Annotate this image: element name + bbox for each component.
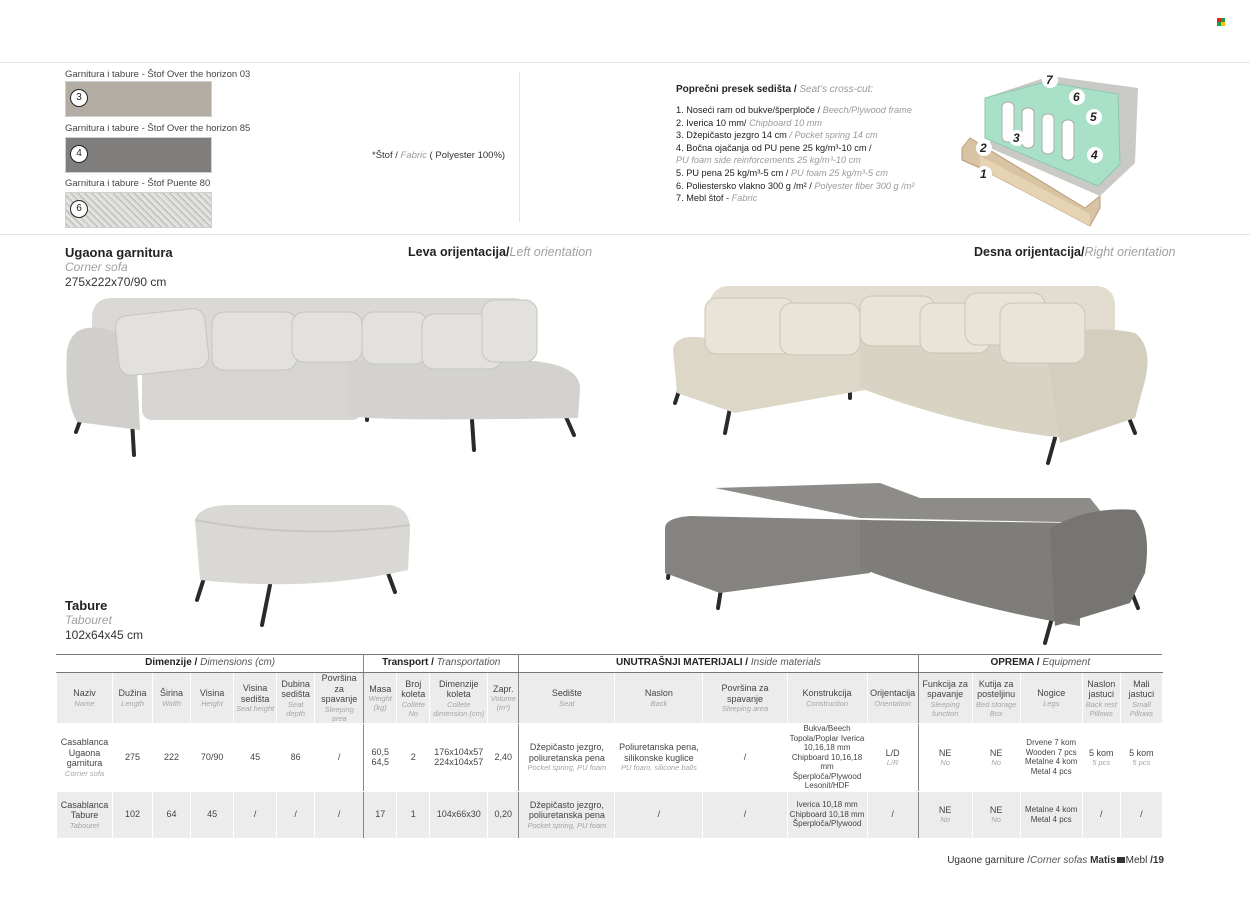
marker-1: 1 bbox=[980, 167, 987, 181]
fabric-swatch-3 bbox=[65, 192, 212, 228]
table-cell: Džepičasto jezgro, poliuretanska pena Pocket spring, PU foam bbox=[519, 724, 615, 792]
table-cell: 102 bbox=[113, 791, 153, 838]
col-header: Visina sedišta Seat height bbox=[234, 673, 277, 724]
table-cell: / bbox=[315, 791, 364, 838]
tabouret-title: Tabure bbox=[65, 598, 108, 613]
table-cell: 1 bbox=[397, 791, 430, 838]
col-header: Zapr. Volume (m³) bbox=[488, 673, 519, 724]
tabouret-image bbox=[190, 500, 420, 630]
table-cell: 45 bbox=[191, 791, 234, 838]
left-orientation-label: Leva orijentacija/Left orientation bbox=[408, 245, 593, 259]
cross-section-item: 4. Bočna ojačanja od PU pene 25 kg/m³-10 cm / bbox=[676, 142, 872, 153]
cross-section-item: PU foam side reinforcements 25 kg/m³-10 cm bbox=[676, 155, 861, 166]
col-header: Širina Width bbox=[153, 673, 191, 724]
col-header: Površina za spavanje Sleeping area bbox=[315, 673, 364, 724]
table-cell: / bbox=[867, 791, 918, 838]
table-cell: 5 kom 5 pcs bbox=[1120, 724, 1162, 792]
marker-3: 3 bbox=[1013, 131, 1020, 145]
fabric-swatch-1 bbox=[65, 81, 212, 117]
swatch-number: 4 bbox=[70, 145, 88, 163]
corner-sofa-right-image bbox=[665, 278, 1155, 470]
col-header: Dužina Length bbox=[113, 673, 153, 724]
col-header: Funkcija za spavanje Sleeping function bbox=[918, 673, 972, 724]
col-header: Mali jastuci Small Pillows bbox=[1120, 673, 1162, 724]
marker-5: 5 bbox=[1090, 110, 1097, 124]
col-header: Nogice Legs bbox=[1020, 673, 1082, 724]
group-dimensions: Dimenzije / Dimensions (cm) bbox=[57, 655, 364, 673]
table-cell: Bukva/Beech Topola/Poplar Iverica 10,16,18 mm Chipboard 10,16,18 mm Šperploča/Plywood Lesonit/HDF bbox=[787, 724, 867, 792]
table-cell: Casablanca Tabure Tabouret bbox=[57, 791, 113, 838]
table-cell: Poliuretanska pena, silikonske kuglice PU foam, silicone balls bbox=[615, 724, 703, 792]
col-header: Visina Height bbox=[191, 673, 234, 724]
table-cell: 275 bbox=[113, 724, 153, 792]
cross-section-item: 5. PU pena 25 kg/m³-5 cm / PU foam 25 kg/m³-5 cm bbox=[676, 167, 888, 178]
corner-sofa-dimensions: 275x222x70/90 cm bbox=[65, 275, 167, 289]
specification-table bbox=[56, 654, 1163, 839]
brand-logo-icon bbox=[1217, 18, 1225, 26]
table-cell: NE No bbox=[972, 724, 1020, 792]
table-cell: / bbox=[315, 724, 364, 792]
table-cell: Drvene 7 kom Wooden 7 pcs Metalne 4 kom Metal 4 pcs bbox=[1020, 724, 1082, 792]
table-cell: 176x104x57 224x104x57 bbox=[430, 724, 488, 792]
table-header-row bbox=[57, 673, 1163, 724]
col-header: Naziv Name bbox=[57, 673, 113, 724]
table-cell: 86 bbox=[277, 724, 315, 792]
group-equipment: OPREMA / Equipment bbox=[918, 655, 1162, 673]
col-header: Dimenzije koleta Collete dimension (cm) bbox=[430, 673, 488, 724]
table-cell: Casablanca Ugaona garnitura Corner sofa bbox=[57, 724, 113, 792]
table-cell: 2 bbox=[397, 724, 430, 792]
cross-section-item: 3. Džepičasto jezgro 14 cm / Pocket spring 14 cm bbox=[676, 130, 878, 141]
tabouret-dimensions: 102x64x45 cm bbox=[65, 628, 144, 642]
table-cell: Iverica 10,18 mm Chipboard 10,18 mm Šperploča/Plywood bbox=[787, 791, 867, 838]
table-cell: / bbox=[1120, 791, 1162, 838]
cross-section-item: 2. Iverica 10 mm/ Chipboard 10 mm bbox=[676, 117, 823, 128]
col-header: Dubina sedišta Seat depth bbox=[277, 673, 315, 724]
corner-sofa-title: Ugaona garnitura bbox=[65, 245, 173, 260]
tabouret-subtitle: Tabouret bbox=[65, 613, 112, 627]
table-cell: 222 bbox=[153, 724, 191, 792]
col-header: Naslon Back bbox=[615, 673, 703, 724]
table-cell: / bbox=[703, 724, 787, 792]
table-cell: / bbox=[703, 791, 787, 838]
fabric-composition-note: *Štof / Fabric ( Polyester 100%) bbox=[372, 150, 506, 161]
table-cell: Metalne 4 kom Metal 4 pcs bbox=[1020, 791, 1082, 838]
page-footer: Ugaone garniture /Corner sofas Matis Mebl /19 bbox=[947, 855, 1164, 866]
corner-sofa-grey-image bbox=[660, 478, 1155, 648]
table-row bbox=[57, 791, 1163, 838]
table-cell: L/D L/R bbox=[867, 724, 918, 792]
corner-sofa-subtitle: Corner sofa bbox=[65, 260, 128, 274]
brand-icon bbox=[1117, 857, 1125, 863]
col-header: Masa Weight (kg) bbox=[364, 673, 397, 724]
col-header: Naslon jastuci Back rest Pillows bbox=[1082, 673, 1120, 724]
fabric-label-3: Garnitura i tabure - Štof Puente 80 bbox=[65, 178, 211, 189]
table-row bbox=[57, 724, 1163, 792]
table-cell: Džepičasto jezgro, poliuretanska pena Pocket spring, PU foam bbox=[519, 791, 615, 838]
col-header: Površina za spavanje Sleeping area bbox=[703, 673, 787, 724]
table-cell: NE No bbox=[918, 791, 972, 838]
marker-6: 6 bbox=[1073, 90, 1080, 104]
group-inside-materials: UNUTRAŠNJI MATERIJALI / Inside materials bbox=[519, 655, 918, 673]
cross-section-list bbox=[676, 104, 926, 205]
swatch-number: 3 bbox=[70, 89, 88, 107]
swatch-number: 6 bbox=[70, 200, 88, 218]
table-cell: 60,5 64,5 bbox=[364, 724, 397, 792]
brand-name: Matis bbox=[1090, 855, 1116, 866]
table-cell: NE No bbox=[972, 791, 1020, 838]
col-header: Sedište Seat bbox=[519, 673, 615, 724]
table-cell: 104x66x30 bbox=[430, 791, 488, 838]
table-cell: / bbox=[234, 791, 277, 838]
col-header: Konstrukcija Construction bbox=[787, 673, 867, 724]
table-cell: 5 kom 5 pcs bbox=[1082, 724, 1120, 792]
corner-sofa-left-image bbox=[62, 290, 587, 465]
table-cell: 2,40 bbox=[488, 724, 519, 792]
cross-section-item: 7. Mebl štof - Fabric bbox=[676, 193, 758, 204]
col-header: Orijentacija Orientation bbox=[867, 673, 918, 724]
marker-4: 4 bbox=[1091, 148, 1098, 162]
fabric-swatch-2 bbox=[65, 137, 212, 173]
col-header: Broj koleta Collete No bbox=[397, 673, 430, 724]
cross-section-item: 6. Poliestersko vlakno 300 g /m² / Polyester fiber 300 g /m² bbox=[676, 180, 915, 191]
right-orientation-label: Desna orijentacija/Right orientation bbox=[974, 245, 1176, 259]
cross-section-item: 1. Noseći ram od bukve/šperploče / Beech/Plywood frame bbox=[676, 105, 912, 115]
marker-7: 7 bbox=[1046, 73, 1053, 87]
fabric-label-1: Garnitura i tabure - Štof Over the horizon 03 bbox=[65, 69, 251, 80]
table-cell: / bbox=[1082, 791, 1120, 838]
table-cell: / bbox=[277, 791, 315, 838]
table-cell: / bbox=[615, 791, 703, 838]
table-cell: 70/90 bbox=[191, 724, 234, 792]
marker-2: 2 bbox=[980, 141, 987, 155]
table-cell: 64 bbox=[153, 791, 191, 838]
fabric-label-2: Garnitura i tabure - Štof Over the horizon 85 bbox=[65, 123, 251, 134]
col-header: Kutija za posteljinu Bed storage Box bbox=[972, 673, 1020, 724]
table-cell: 0,20 bbox=[488, 791, 519, 838]
group-transport: Transport / Transportation bbox=[364, 655, 519, 673]
table-cell: 17 bbox=[364, 791, 397, 838]
table-cell: 45 bbox=[234, 724, 277, 792]
seat-cross-section-illustration bbox=[950, 68, 1145, 230]
table-cell: NE No bbox=[918, 724, 972, 792]
cross-section-title: Poprečni presek sedišta / Seat’s cross-cut: bbox=[676, 84, 874, 95]
